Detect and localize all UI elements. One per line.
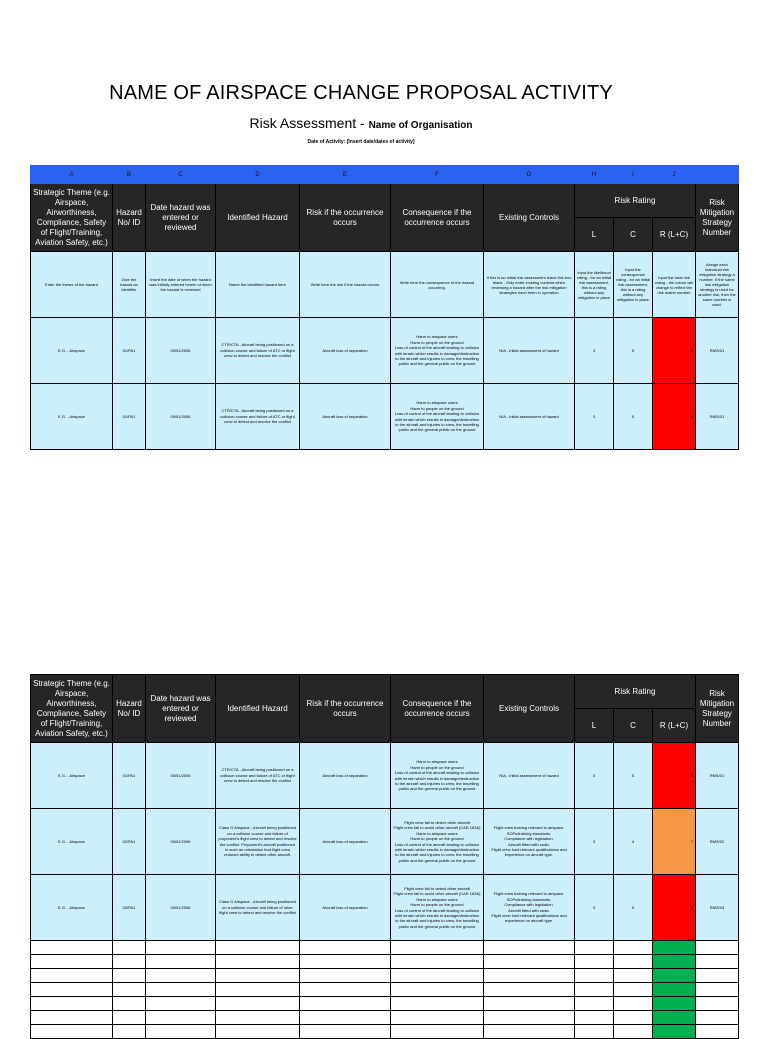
guidance-row — [31, 252, 739, 318]
activity-date-line: Date of Activity: [Insert date/dates of activity] — [307, 139, 415, 145]
empty-cell — [300, 941, 391, 955]
empty-cell — [216, 983, 300, 997]
cell-controls: N/A - Initial assessment of hazard — [484, 384, 575, 450]
empty-cell — [216, 955, 300, 969]
cell-consequence: Harm to airspace users Harm to people on the ground Loss of control of the aircraft leading to collision with terrain which results in damage/destruction to the aircraft and injuries to crew, the travelling public and the general public on the ground — [391, 318, 484, 384]
empty-cell — [391, 1011, 484, 1025]
cell-mitigation: RMS/03 — [696, 875, 739, 941]
cell-id: 01/PA1 — [113, 318, 146, 384]
empty-row — [31, 969, 739, 983]
empty-cell — [696, 955, 739, 969]
guidance-l: Input the likelihood rating - for an initial risk assessment, this is a rating without any mitigation in place — [575, 252, 614, 318]
empty-cell — [484, 1011, 575, 1025]
empty-cell — [575, 997, 614, 1011]
header-c: C — [614, 218, 653, 252]
empty-cell — [146, 969, 216, 983]
risk-table-2 — [30, 674, 739, 1039]
cell-risk: Aircraft loss of separation — [300, 809, 391, 875]
empty-cell — [113, 1025, 146, 1039]
empty-cell — [146, 997, 216, 1011]
cell-c: 5 — [614, 384, 653, 450]
cell-id: 01/PA1 — [113, 743, 146, 809]
empty-cell — [216, 1025, 300, 1039]
cell-id: 01/PA1 — [113, 384, 146, 450]
guidance-c: Input the consequence rating - for an initial risk assessment, this is a rating without any mitigation in place — [614, 252, 653, 318]
empty-cell — [653, 941, 696, 955]
header-risk-if: Risk if the occurrence occurs — [300, 675, 391, 743]
empty-cell — [31, 1025, 113, 1039]
empty-cell — [113, 969, 146, 983]
empty-cell — [653, 1025, 696, 1039]
empty-cell — [653, 969, 696, 983]
column-letter: H — [575, 166, 614, 184]
cell-risk: Aircraft loss of separation — [300, 875, 391, 941]
empty-cell — [696, 997, 739, 1011]
empty-cell — [614, 997, 653, 1011]
hazard-row — [31, 809, 739, 875]
empty-row — [31, 955, 739, 969]
cell-l: 3 — [575, 318, 614, 384]
risk-table-1 — [30, 165, 739, 450]
header-l: L — [575, 709, 614, 743]
header-strategic-theme: Strategic Theme (e.g. Airspace, Airworthiness, Compliance, Safety of Flight/Training, Aviation Safety, etc.) — [31, 184, 113, 252]
empty-cell — [653, 983, 696, 997]
empty-cell — [146, 941, 216, 955]
header-existing-controls: Existing Controls — [484, 675, 575, 743]
cell-r: 8 — [653, 875, 696, 941]
empty-row — [31, 997, 739, 1011]
cell-r: 8 — [653, 743, 696, 809]
column-letter: I — [614, 166, 653, 184]
cell-theme: E.G. - Airspace — [31, 318, 113, 384]
cell-r: 7 — [653, 809, 696, 875]
empty-cell — [300, 997, 391, 1011]
empty-cell — [300, 1025, 391, 1039]
empty-cell — [216, 941, 300, 955]
cell-date: 05/01/2006 — [146, 809, 216, 875]
empty-cell — [391, 983, 484, 997]
cell-hazard: CTR/CTA - Aircraft being positioned on a collision course and failure of ATC or flight crew to detect and resolve the conflict — [216, 318, 300, 384]
cell-c: 4 — [614, 809, 653, 875]
empty-cell — [146, 983, 216, 997]
column-letter: E — [300, 166, 391, 184]
header-identified-hazard: Identified Hazard — [216, 184, 300, 252]
header-row — [31, 184, 739, 218]
empty-cell — [614, 1025, 653, 1039]
empty-cell — [696, 1025, 739, 1039]
column-letter: B — [113, 166, 146, 184]
cell-hazard: Class G Airspace - Aircraft being positioned on a collision course and failure of proponent's flight crew to detect and resolve the conflict. Proponent's aircraft positioned in such an orientation that flight crew reduced ability to detect other aircraft. — [216, 809, 300, 875]
empty-cell — [300, 983, 391, 997]
cell-controls: Flight crew training relevant to airspace. SOPs/training standards. Compliance with legislation. Aircraft fitted with radio. Flight crew hold relevant qualifications and experience on aircraft type. — [484, 809, 575, 875]
hazard-row — [31, 875, 739, 941]
header-risk-rating: Risk Rating — [575, 184, 696, 218]
header-consequence: Consequence if the occurrence occurs — [391, 675, 484, 743]
cell-c: 5 — [614, 743, 653, 809]
empty-cell — [31, 955, 113, 969]
empty-cell — [575, 983, 614, 997]
organisation-name: Name of Organisation — [368, 120, 473, 131]
empty-cell — [300, 969, 391, 983]
column-letter: A — [31, 166, 113, 184]
cell-consequence: Harm to airspace users Harm to people on the ground Loss of control of the aircraft leading to collision with terrain which results in damage/destruction to the aircraft and injuries to crew, the travelling public and the general public on the ground — [391, 384, 484, 450]
cell-date: 05/01/2006 — [146, 384, 216, 450]
empty-cell — [391, 1025, 484, 1039]
header-existing-controls: Existing Controls — [484, 184, 575, 252]
header-consequence: Consequence if the occurrence occurs — [391, 184, 484, 252]
empty-cell — [113, 997, 146, 1011]
hazard-row — [31, 743, 739, 809]
hazard-row — [31, 384, 739, 450]
cell-hazard: Class G Airspace - Aircraft being positioned on a collision course and failure of other flight crew to detect and resolve the conflict — [216, 875, 300, 941]
empty-cell — [484, 941, 575, 955]
empty-cell — [484, 1025, 575, 1039]
column-letter: J — [653, 166, 696, 184]
cell-risk: Aircraft loss of separation — [300, 743, 391, 809]
guidance-theme: Enter the theme of the hazard — [31, 252, 113, 318]
empty-cell — [146, 955, 216, 969]
cell-l: 3 — [575, 743, 614, 809]
header-mitigation: Risk Mitigation Strategy Number — [696, 184, 739, 252]
empty-cell — [696, 969, 739, 983]
cell-mitigation: RMS/01 — [696, 384, 739, 450]
column-letter: D — [216, 166, 300, 184]
header-mitigation: Risk Mitigation Strategy Number — [696, 675, 739, 743]
cell-controls: N/A - Initial assessment of hazard — [484, 318, 575, 384]
empty-cell — [216, 969, 300, 983]
empty-cell — [696, 941, 739, 955]
empty-cell — [113, 955, 146, 969]
cell-date: 05/01/2006 — [146, 318, 216, 384]
empty-cell — [146, 1025, 216, 1039]
header-row — [31, 675, 739, 709]
column-letter-blank — [696, 166, 739, 184]
cell-r: 8 — [653, 384, 696, 450]
cell-hazard: CTR/CTA - Aircraft being positioned on a collision course and failure of ATC or flight crew to detect and resolve the conflict — [216, 743, 300, 809]
header-hazard-id: Hazard No/ ID — [113, 184, 146, 252]
empty-row — [31, 983, 739, 997]
cell-l: 3 — [575, 809, 614, 875]
cell-l: 3 — [575, 384, 614, 450]
empty-cell — [31, 997, 113, 1011]
cell-theme: E.G. - Airspace — [31, 809, 113, 875]
guidance-mitigation: Assign each individual risk mitigation strategy a number. If the same risk mitigation strategy is used for another risk, then the same number is used. — [696, 252, 739, 318]
subtitle-main: Risk Assessment - — [249, 115, 369, 131]
empty-cell — [575, 969, 614, 983]
empty-cell — [484, 955, 575, 969]
cell-theme: E.G. - Airspace — [31, 384, 113, 450]
empty-row — [31, 941, 739, 955]
empty-cell — [696, 983, 739, 997]
empty-cell — [146, 1011, 216, 1025]
cell-theme: E.G. - Airspace — [31, 875, 113, 941]
cell-theme: E.G. - Airspace — [31, 743, 113, 809]
empty-cell — [216, 997, 300, 1011]
header-c: C — [614, 709, 653, 743]
guidance-r: Input the total risk rating - the colour will change to reflect the risk matrix number — [653, 252, 696, 318]
cell-c: 5 — [614, 875, 653, 941]
cell-mitigation: RMS/01 — [696, 318, 739, 384]
cell-consequence: Harm to airspace users Harm to people on the ground Loss of control of the aircraft leading to collision with terrain which results in damage/destruction to the aircraft and injuries to crew, the travelling public and the general public on the ground — [391, 743, 484, 809]
header-date-hazard: Date hazard was entered or reviewed — [146, 675, 216, 743]
empty-cell — [696, 1011, 739, 1025]
guidance-date: Insert the date of when the hazard was initially entered herein or when the hazard is reviewed — [146, 252, 216, 318]
empty-cell — [113, 941, 146, 955]
hazard-row — [31, 318, 739, 384]
empty-cell — [31, 983, 113, 997]
header-date-hazard: Date hazard was entered or reviewed — [146, 184, 216, 252]
column-letter: C — [146, 166, 216, 184]
guidance-controls: If this is an initial risk assessment leave this box blank - Only enter existing controls when reviewing a hazard after the risk mitigation strategies have been in operation — [484, 252, 575, 318]
header-strategic-theme: Strategic Theme (e.g. Airspace, Airworthiness, Compliance, Safety of Flight/Training, Aviation Safety, etc.) — [31, 675, 113, 743]
header-risk-rating: Risk Rating — [575, 675, 696, 709]
empty-cell — [31, 969, 113, 983]
cell-id: 03/PA1 — [113, 875, 146, 941]
cell-controls: N/A - Initial assessment of hazard — [484, 743, 575, 809]
empty-cell — [614, 955, 653, 969]
cell-risk: Aircraft loss of separation — [300, 318, 391, 384]
guidance-hazard: Name the identified hazard here — [216, 252, 300, 318]
cell-consequence: Flight crew fail to detect other aircraft Flight crew fail to avoid other aircraft (CAR 163A) Harm to airspace users Harm to people on the ground Loss of control of the aircraft leading to collision with terrain which results in damage/destruction to the aircraft and injuries to crew, the travelling public and the general public on the ground — [391, 875, 484, 941]
cell-c: 5 — [614, 318, 653, 384]
empty-cell — [31, 1011, 113, 1025]
cell-mitigation: RMS/02 — [696, 809, 739, 875]
cell-id: 02/PA1 — [113, 809, 146, 875]
empty-cell — [614, 983, 653, 997]
header-r: R (L+C) — [653, 709, 696, 743]
document-subtitle — [0, 115, 722, 131]
header-hazard-id: Hazard No/ ID — [113, 675, 146, 743]
cell-controls: Flight crew training relevant to airspace. SOPs/training standards. Compliance with legislation. Aircraft fitted with radio. Flight crew hold relevant qualifications and experience on aircraft type. — [484, 875, 575, 941]
empty-cell — [391, 969, 484, 983]
empty-cell — [575, 941, 614, 955]
cell-hazard: CTR/CTA - Aircraft being positioned on a collision course and failure of ATC or flight crew to detect and resolve the conflict — [216, 384, 300, 450]
empty-cell — [653, 955, 696, 969]
empty-cell — [391, 955, 484, 969]
cell-consequence: Flight crew fail to detect other aircraft Flight crew fail to avoid other aircraft (CAR 163A) Harm to airspace users Harm to people on the ground Loss of control of the aircraft leading to collision with terrain which results in damage/destruction to the aircraft and injuries to crew, the travelling public and the general public on the ground — [391, 809, 484, 875]
header-risk-if: Risk if the occurrence occurs — [300, 184, 391, 252]
empty-cell — [653, 1011, 696, 1025]
empty-cell — [575, 1011, 614, 1025]
cell-risk: Aircraft loss of separation — [300, 384, 391, 450]
empty-cell — [484, 997, 575, 1011]
empty-cell — [484, 969, 575, 983]
cell-l: 3 — [575, 875, 614, 941]
empty-cell — [300, 1011, 391, 1025]
guidance-risk: Write here the risk if the hazard occurs — [300, 252, 391, 318]
empty-cell — [113, 1011, 146, 1025]
cell-r: 8 — [653, 318, 696, 384]
cell-date: 05/01/2006 — [146, 875, 216, 941]
column-letter-row — [31, 166, 739, 184]
empty-cell — [653, 997, 696, 1011]
empty-cell — [391, 997, 484, 1011]
column-letter: F — [391, 166, 484, 184]
guidance-id: Give the hazard an identifier — [113, 252, 146, 318]
header-l: L — [575, 218, 614, 252]
empty-cell — [614, 1011, 653, 1025]
empty-cell — [484, 983, 575, 997]
empty-row — [31, 1011, 739, 1025]
cell-mitigation: RMS/01 — [696, 743, 739, 809]
empty-cell — [575, 955, 614, 969]
header-r: R (L+C) — [653, 218, 696, 252]
column-letter: G — [484, 166, 575, 184]
empty-cell — [300, 955, 391, 969]
empty-row — [31, 1025, 739, 1039]
empty-cell — [575, 1025, 614, 1039]
empty-cell — [614, 941, 653, 955]
empty-cell — [216, 1011, 300, 1025]
document-title: NAME OF AIRSPACE CHANGE PROPOSAL ACTIVITY — [109, 82, 613, 104]
header-identified-hazard: Identified Hazard — [216, 675, 300, 743]
cell-date: 05/01/2006 — [146, 743, 216, 809]
empty-cell — [113, 983, 146, 997]
guidance-consequence: Write here the consequence of the hazard occurring. — [391, 252, 484, 318]
empty-cell — [31, 941, 113, 955]
empty-cell — [614, 969, 653, 983]
empty-cell — [391, 941, 484, 955]
